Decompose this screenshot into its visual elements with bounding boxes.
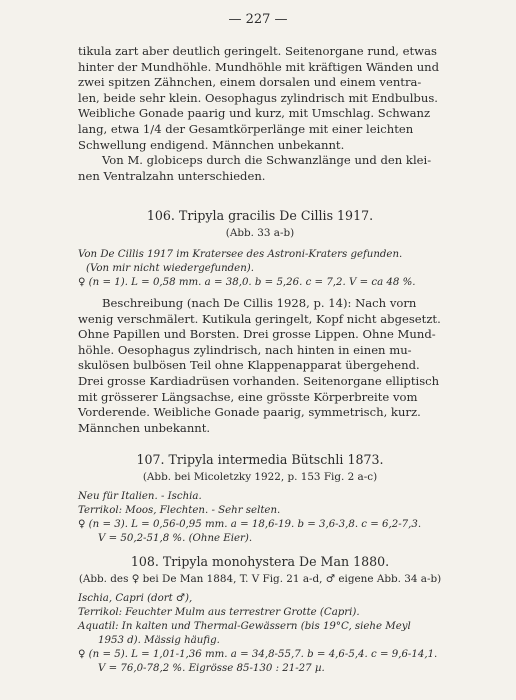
note-line: Terrikol: Feuchter Mulm aus terrestrer Grotte (Capri). [78,607,360,618]
measurement-line: V = 50,2-51,8 %. (Ohne Eier). [98,533,253,544]
text-line: Von M. globiceps durch die Schwanzlänge und den klei- [102,153,432,168]
text-line: Ohne Papillen und Borsten. Drei grosse Lippen. Ohne Mund- [78,327,436,342]
description-106 [78,296,450,436]
text-line: tikula zart aber deutlich geringelt. Seitenorgane rund, etwas [78,44,437,58]
measurement-line: ♀ (n = 5). L = 1,01-1,36 mm. a = 34,8-55,7. b = 4,6-5,4. c = 9,6-14,1. [78,649,438,660]
text-line: zwei spitzen Zähnchen, einem dorsalen und einem ventra- [78,75,422,90]
text-line: len, beide sehr klein. Oesophagus zylindrisch mit Endbulbus. [78,90,438,105]
text-line: Weibliche Gonade paarig und kurz, mit Umschlag. Schwanz [78,106,431,121]
species-heading-108: 108. Tripyla monohystera De Man 1880. [130,554,390,569]
note-line: Neu für Italien. - Ischia. [78,491,202,502]
note-line: Von De Cillis 1917 im Kratersee des Astroni-Kraters gefunden. [78,249,403,260]
text-line: Drei grosse Kardiadrüsen vorhanden. Seitenorgane elliptisch [78,373,440,388]
text-line: lang, etwa 1/4 der Gesamtkörperlänge mit einer leichten [78,121,414,136]
measurement-line: V = 76,0-78,2 %. Eigrösse 85-130 : 21-27 µ. [98,663,325,674]
text-line: mit grösserer Längsachse, eine grösste Körperbreite vom [78,389,418,404]
text-line: nen Ventralzahn unterschieden. [78,168,266,183]
figure-ref-107: (Abb. bei Micoletzky 1922, p. 153 Fig. 2 a-c) [142,471,378,483]
note-line: Ischia, Capri (dort ♂), [78,593,193,604]
text-line: Männchen unbekannt. [78,420,211,435]
notes-108 [78,592,458,676]
note-line: Terrikol: Moos, Flechten. - Sehr selten. [78,505,281,516]
paragraph-continued [78,44,450,184]
species-heading-106: 106. Tripyla gracilis De Cillis 1917. [146,208,374,223]
text-line: wenig verschmälert. Kutikula geringelt, Kopf nicht abgesetzt. [78,311,441,326]
figure-ref-108: (Abb. des ♀ bei De Man 1884, T. V Fig. 21 a-d, ♂ eigene Abb. 34 a-b) [78,573,442,585]
species-heading-107: 107. Tripyla intermedia Bütschli 1873. [136,452,384,467]
note-line: 1953 d). Mässig häufig. [98,635,220,646]
notes-106 [78,248,458,290]
text-line: Vorderende. Weibliche Gonade paarig, symmetrisch, kurz. [78,405,421,420]
note-line: Aquatil: In kalten und Thermal-Gewässern (bis 19°C, siehe Meyl [78,621,411,632]
text-line: Schwellung endigend. Männchen unbekannt. [78,137,345,152]
page-number: — 227 — [228,12,288,27]
text-line: skulösen bulbösen Teil ohne Klappenapparat übergehend. [78,358,420,373]
measurement-line: ♀ (n = 3). L = 0,56-0,95 mm. a = 18,6-19. b = 3,6-3,8. c = 6,2-7,3. [78,519,422,530]
text-line: Beschreibung (nach De Cillis 1928, p. 14): Nach vorn [102,296,417,310]
text-line: hinter der Mundhöhle. Mundhöhle mit kräftigen Wänden und [78,59,440,74]
figure-ref-106: (Abb. 33 a-b) [225,227,295,239]
note-line: (Von mir nicht wiedergefunden). [86,263,254,274]
notes-107 [78,490,458,546]
measurement-line: ♀ (n = 1). L = 0,58 mm. a = 38,0. b = 5,26. c = 7,2. V = ca 48 %. [78,277,416,288]
text-line: höhle. Oesophagus zylindrisch, nach hinten in einen mu- [78,342,412,357]
